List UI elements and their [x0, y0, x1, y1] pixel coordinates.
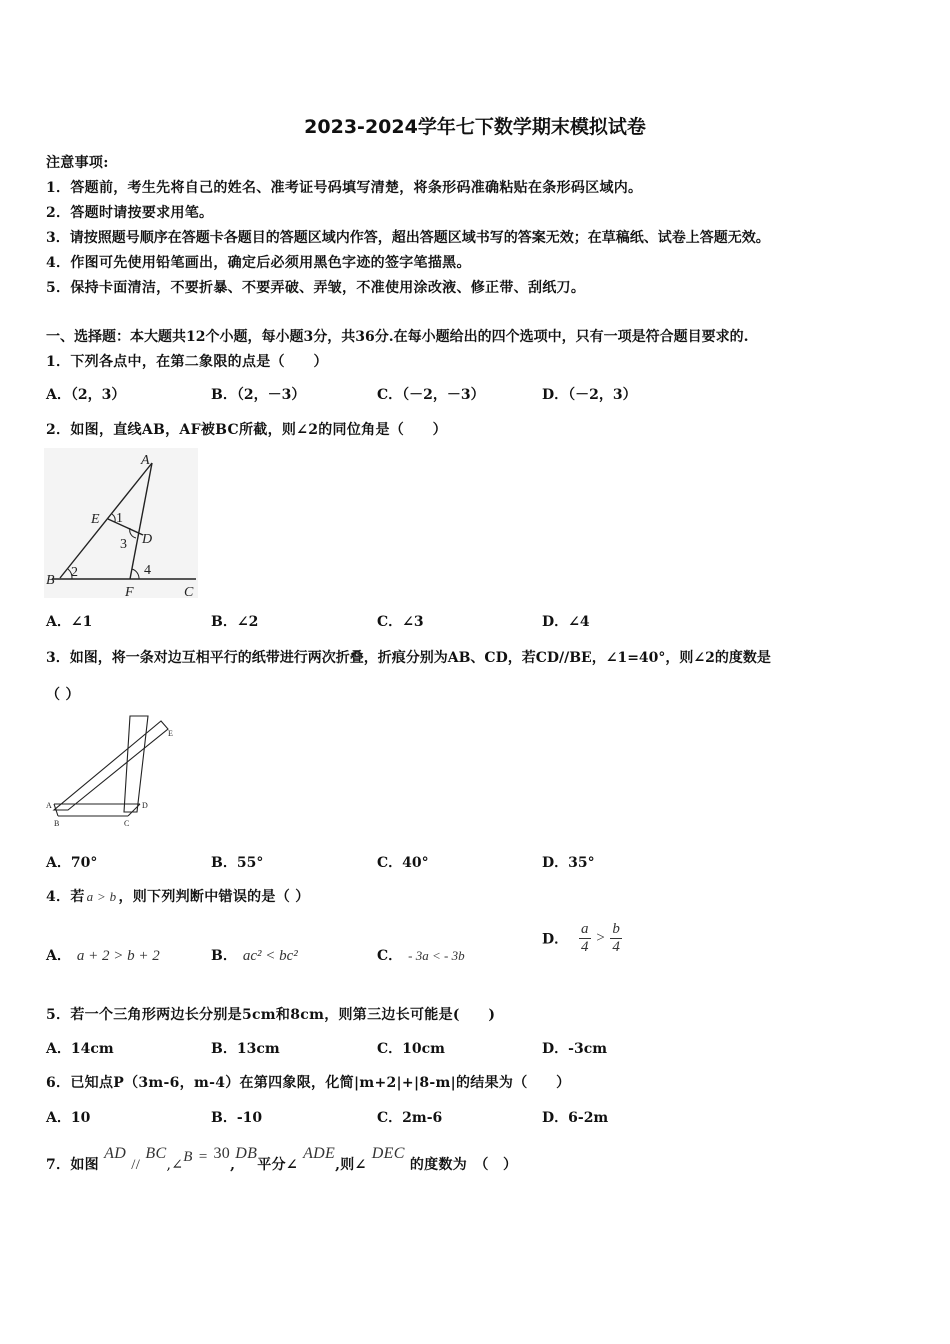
q7-parallel: //: [131, 1157, 141, 1173]
label-e: E: [91, 512, 100, 527]
q6-stem: 6．已知点P（3m-6，m-4）在第四象限，化简|m+2|+|8-m|的结果为（ ）: [46, 1075, 571, 1091]
q4-stem-math: a > b: [86, 889, 117, 904]
q5-stem: 5．若一个三角形两边长分别是5cm和8cm，则第三边长可能是( ): [46, 1007, 496, 1023]
q7-stem: [46, 1143, 518, 1173]
q7-post: 的度数为 （ ）: [409, 1157, 518, 1173]
fraction-a-over-4: [579, 921, 591, 956]
q3-stem: 3．如图，将一条对边互相平行的纸带进行两次折叠，折痕分别为AB、CD，若CD//BE，∠1=40°，则∠2的度数是: [46, 650, 771, 666]
q2-figure: [44, 448, 202, 600]
q4-option-c: [377, 945, 465, 965]
q6-option-d: D．6-2m: [542, 1110, 609, 1126]
q4-option-d-label: D．: [542, 931, 569, 948]
notice-item: 1．答题前，考生先将自己的姓名、准考证号码填写清楚，将条形码准确粘贴在条形码区域内。: [46, 180, 643, 196]
q3-option-b: B．55°: [211, 855, 264, 871]
q6-option-b: B．-10: [211, 1110, 263, 1126]
notice-heading: 注意事项:: [46, 155, 109, 171]
q4-option-a-math: a + 2 > b + 2: [76, 948, 160, 964]
greater-than-sign: >: [595, 930, 606, 946]
label-4: 4: [144, 563, 151, 578]
q7-math-ad: AD: [104, 1145, 127, 1162]
q3-stem-cont: （ ）: [46, 687, 80, 703]
strip-diagonal: [54, 721, 168, 810]
q4-option-a: [46, 945, 160, 965]
fraction-denominator: 4: [612, 939, 620, 955]
label-b: B: [46, 573, 55, 588]
label-a: A: [141, 453, 150, 468]
q4-option-d: [542, 921, 622, 956]
q7-text-bisects: 平分∠: [257, 1157, 298, 1173]
q4-stem-post: ，则下列判断中错误的是（ ）: [118, 889, 310, 905]
q6-option-a: A．10: [46, 1110, 91, 1126]
label-2: 2: [71, 565, 78, 580]
q7-text-comma: ,: [230, 1157, 236, 1173]
q1-option-a: A．（2，3）: [46, 387, 126, 403]
q7-math-ade: ADE: [303, 1145, 336, 1162]
q7-math-bc: BC: [145, 1145, 167, 1162]
q4-option-c-math: - 3a < - 3b: [408, 948, 465, 963]
q2-option-a: A．∠1: [46, 614, 93, 630]
label-f: F: [125, 585, 134, 600]
q5-option-c: C．10cm: [377, 1041, 445, 1057]
q2-stem: 2．如图，直线AB，AF被BC所截，则∠2的同位角是（ ）: [46, 422, 447, 438]
q4-stem-pre: 4．若: [46, 889, 85, 905]
q1-stem: 1．下列各点中，在第二象限的点是（ ）: [46, 354, 328, 370]
q7-math-30: 30: [213, 1145, 231, 1162]
label-3: 3: [120, 537, 127, 552]
label-d: D: [142, 532, 153, 547]
fraction-b-over-4: [610, 921, 622, 956]
q5-option-b: B．13cm: [211, 1041, 280, 1057]
notice-item: 3．请按照题号顺序在答题卡各题目的答题区域内作答，超出答题区域书写的答案无效；在草稿纸、试卷上答题无效。: [46, 230, 770, 246]
q1-option-c: C．（－2，－3）: [377, 387, 485, 403]
q4-option-c-label: C．: [377, 948, 403, 964]
q4-option-b-label: B．: [211, 948, 237, 964]
label-a: A: [46, 801, 52, 810]
label-c: C: [184, 585, 194, 600]
q2-option-d: D．∠4: [542, 614, 590, 630]
label-b: B: [54, 819, 60, 828]
q4-option-a-label: A．: [46, 948, 71, 964]
notice-item: 2．答题时请按要求用笔。: [46, 205, 214, 221]
section-heading: 一、选择题：本大题共12个小题，每小题3分，共36分.在每小题给出的四个选项中，只有一项是符合题目要求的.: [46, 329, 749, 345]
q1-option-d: D．（－2，3）: [542, 387, 637, 403]
strip-vertical: [124, 716, 148, 812]
q3-figure: [44, 712, 184, 834]
q7-pre: 7．如图: [46, 1157, 99, 1173]
fold-cd: [128, 804, 140, 816]
q7-text-angle: ,∠: [166, 1157, 184, 1173]
label-d: D: [142, 801, 148, 810]
q2-option-c: C．∠3: [377, 614, 424, 630]
q4-stem: [46, 886, 310, 906]
q2-option-b: B．∠2: [211, 614, 259, 630]
q7-math-db: DB: [235, 1145, 258, 1162]
q4-option-b: [211, 945, 298, 965]
fraction-numerator: a: [581, 921, 589, 937]
q7-math-eq: =: [197, 1149, 209, 1165]
q5-option-d: D．-3cm: [542, 1041, 608, 1057]
q1-option-b: B．（2，－3）: [211, 387, 306, 403]
label-c: C: [124, 819, 130, 828]
q5-option-a: A．14cm: [46, 1041, 114, 1057]
q4-option-b-math: ac² < bc²: [242, 948, 298, 964]
q7-math-b: B: [183, 1149, 193, 1165]
notice-item: 5．保持卡面清洁，不要折暴、不要弄破、弄皱，不准使用涂改液、修正带、刮纸刀。: [46, 280, 586, 296]
label-e: E: [168, 729, 173, 738]
notice-item: 4．作图可先使用铅笔画出，确定后必须用黑色字迹的签字笔描黑。: [46, 255, 471, 271]
label-1: 1: [116, 511, 123, 526]
page-title: 2023-2024学年七下数学期末模拟试卷: [304, 116, 646, 138]
fraction-denominator: 4: [581, 939, 589, 955]
q3-option-c: C．40°: [377, 855, 429, 871]
q6-option-c: C．2m-6: [377, 1110, 443, 1126]
q7-math-dec: DEC: [371, 1145, 405, 1162]
fraction-numerator: b: [612, 921, 620, 937]
q7-text-then: ,则∠: [335, 1157, 367, 1173]
q3-option-a: A．70°: [46, 855, 98, 871]
q3-option-d: D．35°: [542, 855, 595, 871]
